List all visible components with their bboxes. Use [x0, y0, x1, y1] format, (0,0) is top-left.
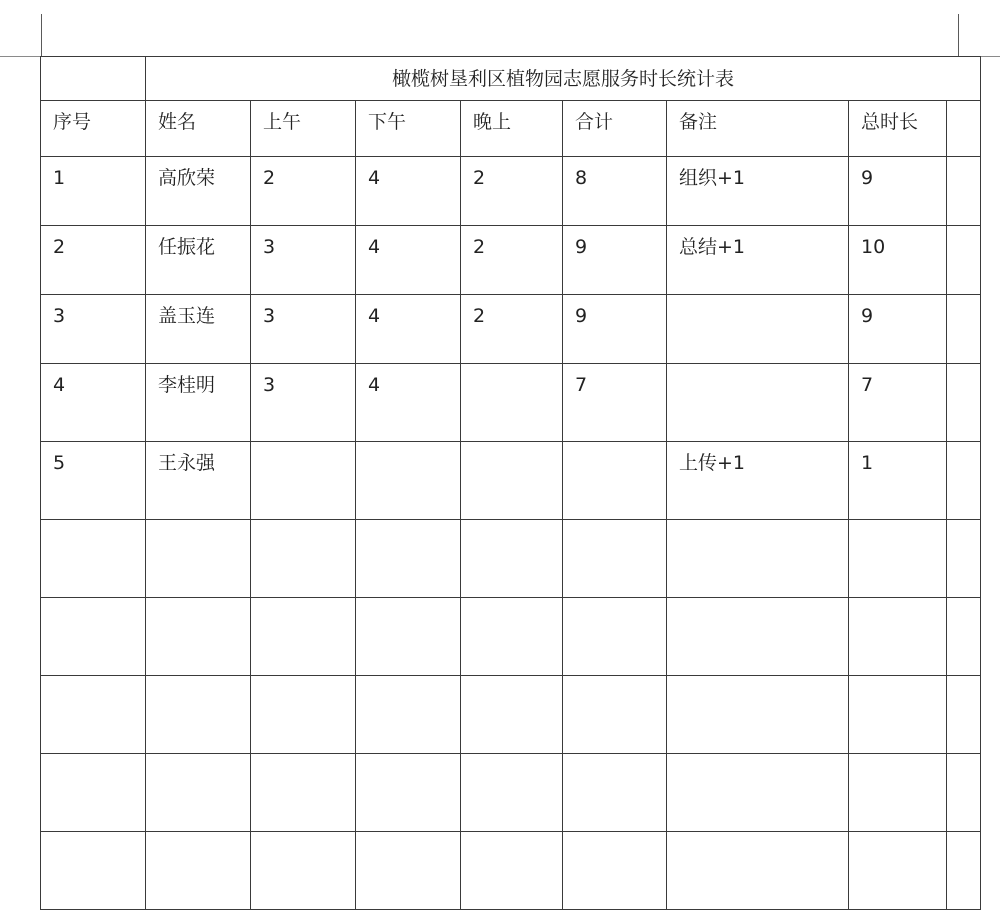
table-cell: 3 — [251, 364, 356, 442]
table-cell — [849, 520, 947, 598]
table-cell — [41, 520, 146, 598]
table-cell — [251, 754, 356, 832]
table-cell — [41, 676, 146, 754]
column-header: 上午 — [251, 101, 356, 157]
table-cell: 2 — [251, 157, 356, 226]
table-cell — [947, 157, 981, 226]
table-cell — [356, 520, 461, 598]
table-cell: 8 — [563, 157, 667, 226]
table-cell — [947, 598, 981, 676]
column-header: 备注 — [667, 101, 849, 157]
table-cell: 1 — [849, 442, 947, 520]
table-cell: 总结+1 — [667, 226, 849, 295]
table-cell — [947, 520, 981, 598]
table-cell — [461, 754, 563, 832]
table-row — [41, 598, 981, 676]
table-cell — [947, 364, 981, 442]
table-cell — [146, 754, 251, 832]
table-cell — [146, 520, 251, 598]
page-corner-mark-right — [958, 14, 959, 56]
page-corner-mark-left — [41, 14, 42, 56]
table-cell: 李桂明 — [146, 364, 251, 442]
table-cell — [146, 676, 251, 754]
table-cell — [947, 295, 981, 364]
table-cell: 2 — [461, 226, 563, 295]
table-cell — [563, 832, 667, 910]
table-cell — [461, 676, 563, 754]
table-cell: 盖玉连 — [146, 295, 251, 364]
table-row — [41, 832, 981, 910]
table-cell: 2 — [461, 157, 563, 226]
table-cell — [667, 832, 849, 910]
table-cell — [667, 364, 849, 442]
table-row — [41, 295, 981, 364]
table-cell — [667, 598, 849, 676]
table-cell — [849, 832, 947, 910]
table-cell: 4 — [356, 364, 461, 442]
table-row — [41, 364, 981, 442]
table-cell — [251, 598, 356, 676]
table-cell — [461, 598, 563, 676]
volunteer-hours-table — [40, 56, 981, 910]
table-cell: 4 — [356, 226, 461, 295]
table-cell: 3 — [251, 295, 356, 364]
table-cell — [251, 520, 356, 598]
table-cell: 2 — [41, 226, 146, 295]
table-cell — [461, 442, 563, 520]
table-cell: 2 — [461, 295, 563, 364]
table-cell: 组织+1 — [667, 157, 849, 226]
table-row — [41, 226, 981, 295]
table-cell — [563, 754, 667, 832]
table-cell — [356, 832, 461, 910]
table-cell — [849, 754, 947, 832]
column-header: 晚上 — [461, 101, 563, 157]
table-cell: 3 — [251, 226, 356, 295]
table-cell — [563, 676, 667, 754]
column-header: 序号 — [41, 101, 146, 157]
table-cell: 4 — [356, 295, 461, 364]
table-row — [41, 157, 981, 226]
title-blank-cell — [41, 57, 146, 101]
table-cell — [356, 442, 461, 520]
table-cell — [947, 226, 981, 295]
table-cell — [563, 520, 667, 598]
table-cell: 9 — [849, 157, 947, 226]
table-row — [41, 442, 981, 520]
table-cell: 4 — [356, 157, 461, 226]
table-cell — [251, 676, 356, 754]
table-cell — [461, 832, 563, 910]
table-row — [41, 754, 981, 832]
table-cell — [667, 754, 849, 832]
table-title: 橄榄树垦利区植物园志愿服务时长统计表 — [146, 57, 981, 101]
table-title-row — [41, 57, 981, 101]
table-cell — [251, 832, 356, 910]
table-cell: 高欣荣 — [146, 157, 251, 226]
table-row — [41, 676, 981, 754]
table-cell: 10 — [849, 226, 947, 295]
table-cell — [667, 676, 849, 754]
table-cell — [947, 754, 981, 832]
table-cell: 王永强 — [146, 442, 251, 520]
table-cell: 上传+1 — [667, 442, 849, 520]
table-cell — [563, 598, 667, 676]
table-cell: 9 — [563, 226, 667, 295]
table-cell — [251, 442, 356, 520]
column-header: 总时长 — [849, 101, 947, 157]
table-cell: 5 — [41, 442, 146, 520]
table-cell — [461, 520, 563, 598]
table-cell — [667, 295, 849, 364]
table-cell: 任振花 — [146, 226, 251, 295]
table-cell — [356, 676, 461, 754]
table-cell — [947, 676, 981, 754]
table-cell — [947, 442, 981, 520]
column-header: 姓名 — [146, 101, 251, 157]
table-cell — [146, 598, 251, 676]
table-cell: 3 — [41, 295, 146, 364]
table-cell — [461, 364, 563, 442]
table-cell — [41, 832, 146, 910]
table-row — [41, 520, 981, 598]
table-cell: 9 — [563, 295, 667, 364]
table-cell — [947, 832, 981, 910]
table-cell — [849, 676, 947, 754]
table-cell: 1 — [41, 157, 146, 226]
table-cell: 4 — [41, 364, 146, 442]
table-cell — [667, 520, 849, 598]
table-cell — [356, 754, 461, 832]
table-cell — [563, 442, 667, 520]
table-cell — [41, 598, 146, 676]
column-header: 下午 — [356, 101, 461, 157]
table-cell — [849, 598, 947, 676]
table-cell: 7 — [563, 364, 667, 442]
table-cell — [146, 832, 251, 910]
table-header-row — [41, 101, 981, 157]
column-header — [947, 101, 981, 157]
table-cell: 9 — [849, 295, 947, 364]
table-cell — [41, 754, 146, 832]
table-cell: 7 — [849, 364, 947, 442]
table-cell — [356, 598, 461, 676]
column-header: 合计 — [563, 101, 667, 157]
